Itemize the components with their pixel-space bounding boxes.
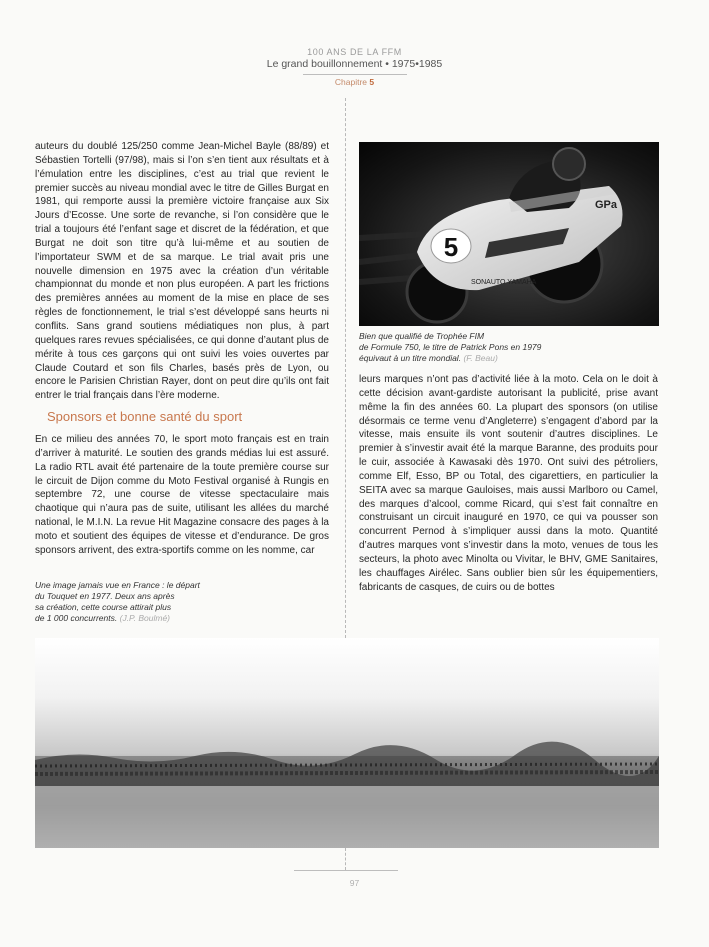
chapter-label: Chapitre 5 bbox=[334, 77, 375, 87]
sponsor-strip-text: SONAUTO YAMAHA bbox=[471, 279, 537, 286]
photo-credit: (J.P. Boulmé) bbox=[119, 613, 170, 623]
right-column bbox=[359, 373, 658, 595]
fairing-brand-text: GPa bbox=[595, 199, 618, 211]
header-divider bbox=[303, 74, 407, 75]
motorcycle-racing-photo bbox=[359, 142, 659, 326]
page-number: 97 bbox=[349, 878, 360, 888]
section-heading: Sponsors et bonne santé du sport bbox=[47, 409, 243, 424]
photo-credit: (F. Beau) bbox=[463, 353, 498, 363]
body-paragraph-sponsors: En ce milieu des années 70, le sport moto français est en train d’arriver à maturité. Le soutien des grands médias lui est assuré. La radio RTL avait été partenaire de la toute première course sur le circuit de Dijon comme du Moto Festival organisé à Rungis en septembre 72, une course de vitesse spectaculaire mais chaotique qui n’aura pas de suite, utilisant les allées du marché national, le M.I.N. La revue Hit Magazine consacre des pages à la moto et soutient des équipes de vitesse et d’endurance. De gros sponsors arrivent, des extra-sportifs comme on les nomme, car bbox=[35, 434, 329, 556]
beach-race-start-photo bbox=[35, 638, 659, 848]
book-title: 100 ANS DE LA FFM bbox=[307, 47, 402, 57]
beach-photo-caption: Une image jamais vue en France : le départ du Touquet en 1977. Deux ans après sa création, cette course attirait plus de 1 000 concurrents. (J.P. Boulmé) bbox=[35, 580, 200, 623]
fairing-number: 5 bbox=[443, 232, 459, 262]
motorcycle-illustration bbox=[359, 142, 659, 326]
beach-crowd-illustration bbox=[35, 638, 659, 848]
running-header bbox=[0, 47, 709, 88]
left-column-lower bbox=[35, 433, 329, 558]
column-separator-top bbox=[345, 98, 346, 638]
left-column bbox=[35, 140, 329, 403]
chapter-number: 5 bbox=[369, 77, 375, 87]
body-paragraph-brands: leurs marques n’ont pas d’activité liée à la moto. Cela on le doit à cette décision avant-gardiste autorisant la publicité, prise avant même la fin des années 60. La plupart des sponsors (on utilise désormais ce terme venu d’Angleterre) s’engagent d’abord par la vitesse, mais ensuite ils vont soutenir d’autres disciplines. Le premier à s’investir avait été la marque Baranne, des produits pour le cuir, associée à Kawasaki dès 1970. Ont suivi des pétroliers, comme Elf, Esso, BP ou Total, des cigarettiers, en particulier la SEITA avec sa marque Gauloises, mais aussi Marlboro ou Camel, des marques d’alcool, comme Ricard, qui s’est fait connaître en construisant un circuit inauguré en 1970, ce qui va pousser son concurrent Pernod à s’impliquer aussi dans la moto. Quantité d’autres marques vont s’investir dans la moto, venues de tous les secteurs, la photo avec Minolta ou Vivitar, le BHV, GME Sanitaires, les chauffages Airélec. Sans oublier bien sûr les équipementiers, fabricants de casques, de cuirs ou de bottes bbox=[359, 374, 658, 593]
footer-divider bbox=[294, 870, 398, 871]
chapter-subtitle: Le grand bouillonnement • 1975•1985 bbox=[266, 58, 443, 70]
body-paragraph-trial: auteurs du doublé 125/250 comme Jean-Michel Bayle (88/89) et Sébastien Tortelli (97/98), mais si l’on s’en tient aux résultats et à l’émulation entre les disciplines, c’est au trial que revient le premier succès au niveau mondial avec le titre de Gilles Burgat en 1981, qui remporte aussi la première victoire française aux Six Jours d’Ecosse. Une sorte de revanche, si l’on considère que le trial a toujours été l’enfant sage et discret de la fédération, et que Burgat ne doit son titre qu’à lui-même et au soutien de l’importateur SWM et de sa marque. Le trial avait pris une nouvelle dimension en 1975 avec la création d’un véritable championnat du monde et non plus européen. A part les frictions des premières années au moment de la mise en place de ses règles de fonctionnement, le trial s’est développé sans heurts ni conflits. Sans grand soutiens médiatiques non plus, à part quelques rares revues spécialisées, ce qui donne d’autant plus de mérite à tous ces garçons qui ont suivi les voies ouvertes par Claude Coutard et son fils Charles, basés près de Lyon, ou encore le Parisien Christian Rayer, dont on peut dire qu’ils ont fait entrer le trial français dans l’ère moderne. bbox=[35, 141, 329, 402]
column-separator-bottom bbox=[345, 848, 346, 870]
motorcycle-photo-caption: Bien que qualifié de Trophée FIM de Formule 750, le titre de Patrick Pons en 1979 équivaut à un titre mondial. (F. Beau) bbox=[359, 331, 542, 363]
